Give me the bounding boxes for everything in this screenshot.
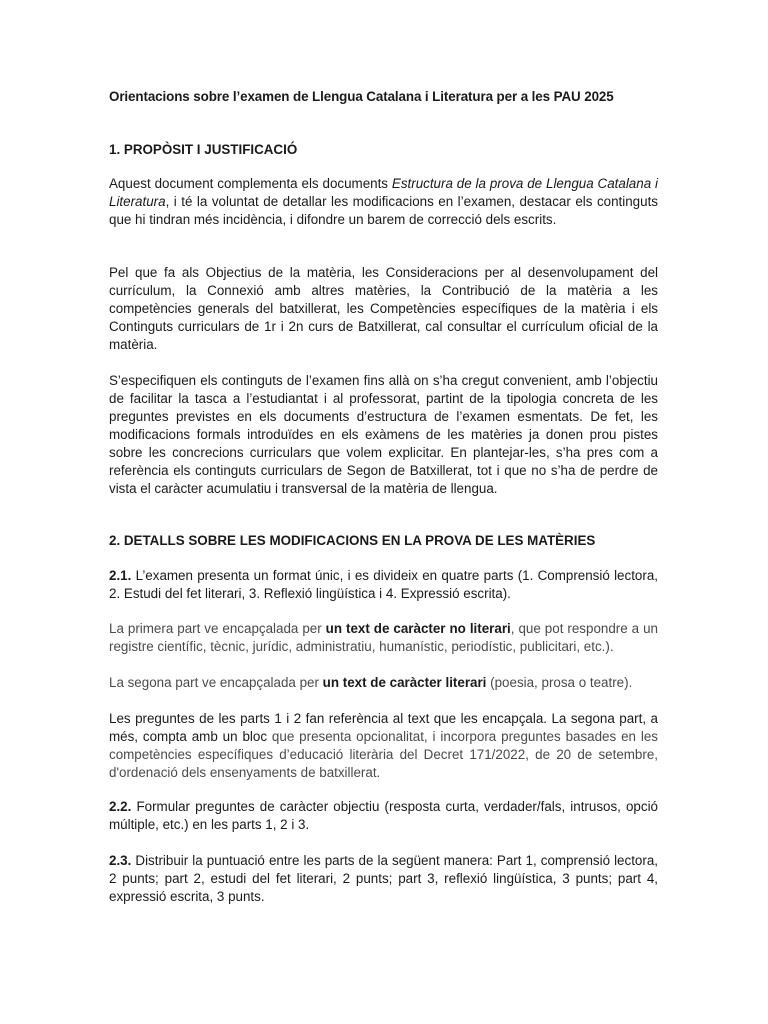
section-2-heading: 2. DETALLS SOBRE LES MODIFICACIONS EN LA PROVA DE LES MATÈRIES: [109, 533, 596, 548]
part-1-text-start: La primera part ve encapçalada per: [109, 621, 326, 636]
section-2-1-text: L’examen presenta un format únic, i es divideix en quatre parts (1. Comprensió lectora, 2. Estudi del fet literari, 3. Reflexió lingüística i 4. Expressió escrita).: [109, 568, 658, 601]
questions-text-end: que presenta opcionalitat, i incorpora preguntes basades en les competències específiques d’educació literària del Decret 171/2022, de 20 de setembre, d'ordenació dels ensenyaments de batxillerat.: [109, 729, 658, 780]
part-2-description: [109, 674, 632, 692]
section-2-2-number: 2.2.: [109, 799, 132, 814]
section-1-heading: 1. PROPÒSIT I JUSTIFICACIÓ: [109, 142, 298, 157]
part-2-text-start: La segona part ve encapçalada per: [109, 675, 323, 690]
section-2-2-text: Formular preguntes de caràcter objectiu (resposta curta, verdader/fals, intrusos, opció múltiple, etc.) en les parts 1, 2 i 3.: [109, 799, 658, 832]
p1-text-start: Aquest document complementa els documents: [109, 176, 392, 191]
section-2-1-number: 2.1.: [109, 568, 132, 583]
questions-text-start: Les preguntes de les parts 1 i 2 fan referència al text que les encapçala. La segona part, a més, compta amb un bloc: [109, 711, 658, 744]
part-1-text-end: , que pot respondre a un registre científic, tècnic, jurídic, administratiu, humanístic, periodístic, publicitari, etc.).: [109, 621, 658, 654]
section-2-1-paragraph: [109, 567, 658, 603]
part-1-bold-text: un text de caràcter no literari: [325, 621, 511, 636]
p1-text-end: , i té la voluntat de detallar les modificacions en l’examen, destacar els continguts que hi tindran més incidència, i difondre un barem de correcció dels escrits.: [109, 194, 658, 227]
section-2-3-text: Distribuir la puntuació entre les parts de la següent manera: Part 1, comprensió lectora, 2 punts; part 2, estudi del fet literari, 2 punts; part 3, reflexió lingüística, 3 punts; part 4, expressió escrita, 3 punts.: [109, 853, 658, 904]
section-2-3-paragraph: [109, 852, 658, 906]
document-title: Orientacions sobre l’examen de Llengua Catalana i Literatura per a les PAU 2025: [109, 89, 614, 104]
section-2-3-number: 2.3.: [109, 853, 132, 868]
section-1-paragraph-3: S’especifiquen els continguts de l’examen fins allà on s’ha cregut convenient, amb l’objectiu de facilitar la tasca a l’estudiantat i al professorat, partint de la tipologia concreta de les preguntes previstes en els documents d’estructura de l’examen esmentats. De fet, les modificacions formals introduïdes en els exàmens de les matèries ja donen prou pistes sobre les concrecions curriculars que volem explicitar. En plantejar-les, s’ha pres com a referència els continguts curriculars de Segon de Batxillerat, tot i que no s’ha de perdre de vista el caràcter acumulatiu i transversal de la matèria de llengua.: [109, 373, 658, 496]
section-2-2-paragraph: [109, 798, 658, 834]
section-1-paragraph-1: [109, 175, 658, 229]
part-2-text-end: (poesia, prosa o teatre).: [486, 675, 633, 690]
questions-paragraph: [109, 710, 658, 782]
section-1-paragraph-2: Pel que fa als Objectius de la matèria, les Consideracions per al desenvolupament del currículum, la Connexió amb altres matèries, la Contribució de la matèria a les competències generals del batxillerat, les Competències específiques de la matèria i els Continguts curriculars de 1r i 2n curs de Batxillerat, cal consultar el currículum oficial de la matèria.: [109, 265, 658, 352]
part-1-description: [109, 620, 658, 656]
part-2-bold-text: un text de caràcter literari: [322, 675, 487, 690]
p1-document-reference: Estructura de la prova de Llengua Catalana i Literatura: [109, 176, 658, 209]
